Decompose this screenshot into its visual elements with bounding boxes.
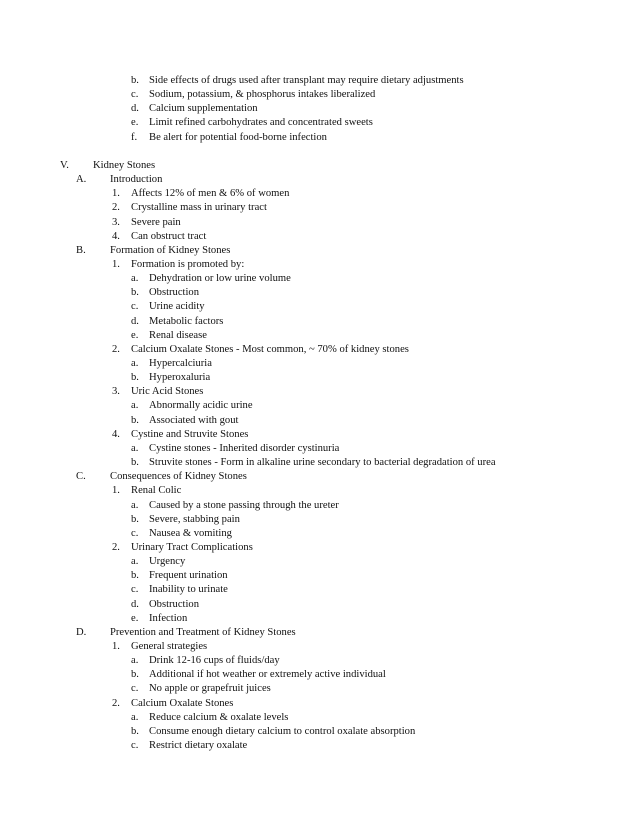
outline-text: Metabolic factors bbox=[149, 315, 224, 327]
outline-text: Reduce calcium & oxalate levels bbox=[149, 711, 289, 723]
outline-marker: a. bbox=[131, 273, 139, 285]
outline-text: Calcium supplementation bbox=[149, 103, 258, 115]
outline-marker: e. bbox=[131, 329, 139, 341]
outline-text: Prevention and Treatment of Kidney Stones bbox=[110, 626, 296, 638]
outline-marker: b. bbox=[131, 287, 139, 299]
outline-text: Limit refined carbohydrates and concentrated sweets bbox=[149, 117, 373, 129]
outline-marker: 1. bbox=[112, 258, 120, 270]
outline-marker: 1. bbox=[112, 485, 120, 497]
outline-marker: 1. bbox=[112, 641, 120, 652]
outline-text: Abnormally acidic urine bbox=[149, 400, 253, 412]
outline-text: Severe, stabbing pain bbox=[149, 513, 240, 525]
outline-text: Sodium, potassium, & phosphorus intakes liberalized bbox=[149, 89, 376, 101]
outline-text: Introduction bbox=[110, 174, 163, 186]
outline-text: Formation is promoted by: bbox=[131, 258, 245, 270]
outline-text: Consequences of Kidney Stones bbox=[110, 471, 247, 483]
outline-text: Additional if hot weather or extremely active individual bbox=[149, 669, 386, 681]
outline-marker: a. bbox=[131, 358, 139, 369]
outline-text: Restrict dietary oxalate bbox=[149, 740, 248, 752]
outline-marker: b. bbox=[131, 75, 139, 86]
outline-marker: a. bbox=[131, 400, 139, 412]
outline-text: Struvite stones - Form in alkaline urine secondary to bacterial degradation of urea bbox=[149, 457, 496, 469]
outline-marker: c. bbox=[131, 89, 139, 101]
outline-marker: c. bbox=[131, 683, 139, 695]
outline-text: Frequent urination bbox=[149, 570, 228, 582]
outline-marker: a. bbox=[131, 442, 139, 454]
outline-text: Formation of Kidney Stones bbox=[110, 244, 231, 256]
outline-text: Kidney Stones bbox=[93, 159, 156, 171]
outline-marker: b. bbox=[131, 414, 139, 426]
outline-marker: A. bbox=[76, 174, 87, 186]
outline-text: Severe pain bbox=[131, 216, 181, 228]
outline-text: Renal disease bbox=[149, 329, 207, 341]
outline-text: Urinary Tract Complications bbox=[131, 541, 253, 553]
outline-text: Drink 12-16 cups of fluids/day bbox=[149, 655, 280, 667]
outline-marker: 3. bbox=[112, 216, 120, 228]
outline-marker: 1. bbox=[112, 188, 120, 200]
outline-text: Urine acidity bbox=[149, 301, 205, 313]
outline-text: Associated with gout bbox=[149, 414, 239, 426]
outline-text: General strategies bbox=[131, 641, 208, 652]
outline-text: Cystine and Struvite Stones bbox=[131, 428, 249, 440]
outline-marker: a. bbox=[131, 711, 139, 723]
outline-marker: d. bbox=[131, 598, 139, 610]
outline-text: Crystalline mass in urinary tract bbox=[131, 202, 267, 214]
outline-text: Dehydration or low urine volume bbox=[149, 273, 291, 285]
outline-marker: c. bbox=[131, 584, 139, 596]
outline-marker: 4. bbox=[112, 230, 120, 242]
outline-text: Obstruction bbox=[149, 287, 200, 299]
outline-marker: 2. bbox=[112, 202, 120, 214]
outline-marker: b. bbox=[131, 513, 139, 525]
outline-marker: D. bbox=[76, 626, 87, 638]
outline-text: Hypercalciuria bbox=[149, 358, 212, 369]
outline-marker: C. bbox=[76, 471, 86, 483]
outline-marker: b. bbox=[131, 669, 139, 681]
outline-marker: b. bbox=[131, 372, 139, 384]
outline-text: Renal Colic bbox=[131, 485, 182, 497]
outline-marker: 2. bbox=[112, 541, 120, 553]
outline-text: Side effects of drugs used after transplant may require dietary adjustments bbox=[149, 75, 464, 86]
outline-text: Hyperoxaluria bbox=[149, 372, 211, 384]
outline-text: Inability to urinate bbox=[149, 584, 228, 596]
outline-marker: 3. bbox=[112, 386, 120, 398]
outline-text: Cystine stones - Inherited disorder cystinuria bbox=[149, 442, 340, 454]
outline-text: Be alert for potential food-borne infection bbox=[149, 131, 327, 143]
outline-marker: f. bbox=[131, 131, 138, 143]
outline-marker: c. bbox=[131, 740, 139, 752]
outline-marker: V. bbox=[60, 159, 69, 171]
outline-text: No apple or grapefruit juices bbox=[149, 683, 271, 695]
outline-marker: d. bbox=[131, 103, 139, 115]
outline-text: Can obstruct tract bbox=[131, 230, 207, 242]
outline-marker: d. bbox=[131, 315, 139, 327]
outline-marker: b. bbox=[131, 457, 139, 469]
outline-marker: 2. bbox=[112, 343, 120, 355]
outline-text: Affects 12% of men & 6% of women bbox=[131, 188, 290, 200]
outline-marker: B. bbox=[76, 244, 86, 256]
outline-marker: b. bbox=[131, 725, 139, 737]
outline-text: Uric Acid Stones bbox=[131, 386, 204, 398]
outline-text: Calcium Oxalate Stones bbox=[131, 697, 234, 709]
outline-marker: c. bbox=[131, 527, 139, 539]
outline-text: Caused by a stone passing through the ureter bbox=[149, 499, 339, 511]
outline-marker: c. bbox=[131, 301, 139, 313]
outline-marker: e. bbox=[131, 612, 139, 624]
outline-marker: 4. bbox=[112, 428, 120, 440]
outline-text: Urgency bbox=[149, 556, 186, 568]
outline-text: Consume enough dietary calcium to control oxalate absorption bbox=[149, 725, 416, 737]
outline-text: Calcium Oxalate Stones - Most common, ~ 70% of kidney stones bbox=[131, 343, 409, 355]
outline-marker: e. bbox=[131, 117, 139, 129]
outline-marker: a. bbox=[131, 499, 139, 511]
outline-text: Nausea & vomiting bbox=[149, 527, 232, 539]
outline-marker: 2. bbox=[112, 697, 120, 709]
outline-marker: a. bbox=[131, 655, 139, 667]
outline-marker: a. bbox=[131, 556, 139, 568]
outline-text: Infection bbox=[149, 612, 188, 624]
outline-text: Obstruction bbox=[149, 598, 200, 610]
outline-marker: b. bbox=[131, 570, 139, 582]
